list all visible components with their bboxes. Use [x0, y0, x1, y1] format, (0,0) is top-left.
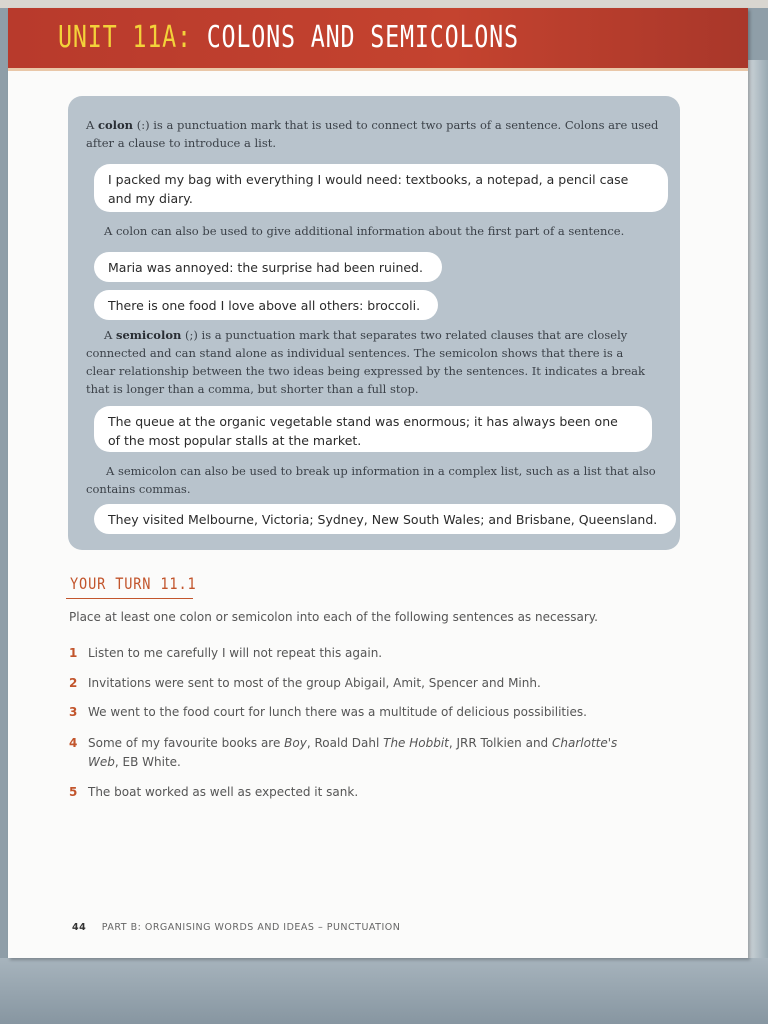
example4-line1: The queue at the organic vegetable stand was enormous; it has always been one — [108, 414, 618, 429]
question-number: 4 — [69, 736, 78, 750]
textbook-page — [8, 8, 748, 958]
colon-def-line1: (:) is a punctuation mark that is used to connect two parts of a sentence. Colons are used — [133, 118, 659, 132]
example-sentence — [94, 406, 652, 452]
your-turn-heading: YOUR TURN 11.1 — [70, 574, 197, 593]
example1-line1: I packed my bag with everything I would need: textbooks, a notepad, a pencil case — [108, 172, 629, 187]
scan-background — [0, 958, 768, 1024]
q4-text-part: Some of my favourite books are — [88, 736, 285, 750]
semicolon-list-line1: A semicolon can also be used to break up information in a complex list, such as a list that also — [106, 464, 656, 478]
semicolon-def-line2: connected and can stand alone as individual sentences. The semicolon shows that there is a — [86, 346, 624, 360]
semicolon-list-line2: contains commas. — [86, 482, 191, 496]
question-number: 1 — [69, 646, 78, 660]
example-sentence: They visited Melbourne, Victoria; Sydney, New South Wales; and Brisbane, Queensland. — [94, 504, 676, 534]
colon-semicolon-info-box — [68, 96, 680, 550]
colon-term: colon — [97, 118, 134, 132]
footer-section-title: PART B: ORGANISING WORDS AND IDEAS – PUNCTUATION — [101, 922, 401, 933]
question-number: 5 — [69, 785, 78, 799]
semicolon-def-prefix: A — [104, 328, 116, 342]
page-footer — [72, 922, 400, 933]
scan-top-strip — [0, 0, 768, 8]
question-text: Invitations were sent to most of the group Abigail, Amit, Spencer and Minh. — [88, 676, 541, 690]
colon-definition — [86, 116, 676, 152]
semicolon-definition — [86, 326, 676, 398]
your-turn-instruction: Place at least one colon or semicolon into each of the following sentences as necessary. — [69, 610, 598, 624]
unit-code: UNIT 11A: — [58, 20, 192, 55]
semicolon-complex-list-info — [86, 462, 676, 498]
page-number: 44 — [72, 922, 87, 933]
unit-header-band — [8, 8, 748, 71]
question-text: Listen to me carefully I will not repeat this again. — [88, 646, 383, 660]
your-turn-underline — [66, 598, 193, 599]
q4-text-part: , Roald Dahl — [306, 736, 384, 750]
semicolon-term: semicolon — [115, 328, 182, 342]
q4-book-title: The Hobbit — [383, 736, 449, 750]
page-edge — [748, 60, 768, 960]
example-sentence — [94, 164, 668, 212]
unit-title — [58, 20, 519, 55]
question-number: 2 — [69, 676, 78, 690]
colon-def-line2: after a clause to introduce a list. — [86, 136, 276, 150]
colon-def-prefix: A — [86, 118, 98, 132]
colon-additional-info: A colon can also be used to give additional information about the first part of a sentence. — [104, 224, 625, 238]
question-number: 3 — [69, 705, 78, 719]
example4-line2: of the most popular stalls at the market. — [108, 433, 362, 448]
semicolon-def-line1: (;) is a punctuation mark that separates two related clauses that are closely — [181, 328, 628, 342]
q4-book-title: Web — [88, 755, 115, 769]
semicolon-def-line4: that is longer than a comma, but shorter than a full stop. — [86, 382, 419, 396]
q4-book-title: Boy — [284, 736, 307, 750]
example-sentence: Maria was annoyed: the surprise had been ruined. — [94, 252, 442, 282]
q4-text-part: , EB White. — [114, 755, 181, 769]
question-text: We went to the food court for lunch there was a multitude of delicious possibilities. — [88, 705, 587, 719]
q4-book-title: Charlotte's — [552, 736, 618, 750]
q4-text-part: , JRR Tolkien and — [448, 736, 552, 750]
question-text-continued — [88, 753, 181, 772]
question-text — [88, 734, 617, 753]
unit-heading: COLONS AND SEMICOLONS — [206, 20, 519, 55]
example-sentence: There is one food I love above all others: broccoli. — [94, 290, 438, 320]
semicolon-def-line3: clear relationship between the two ideas being expressed by the sentences. It indicates a break — [86, 364, 645, 378]
question-text: The boat worked as well as expected it sank. — [88, 785, 359, 799]
example1-line2: and my diary. — [108, 191, 193, 206]
